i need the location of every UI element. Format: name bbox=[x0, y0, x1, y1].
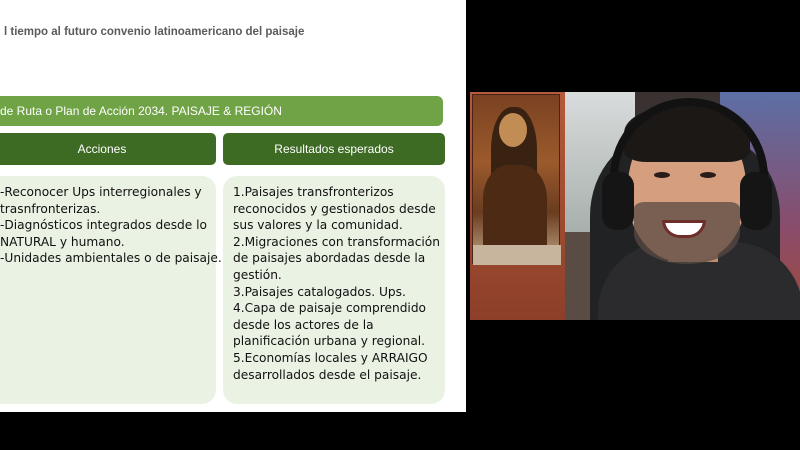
acciones-line: NATURAL y humano. bbox=[0, 234, 125, 249]
acciones-line: trasnfronterizas. bbox=[0, 201, 101, 216]
participant-video-tile[interactable] bbox=[470, 92, 800, 320]
slide-banner: de Ruta o Plan de Acción 2034. PAISAJE & REGIÓN bbox=[0, 96, 443, 126]
resultados-line: 5.Economías locales y ARRAIGO bbox=[233, 350, 428, 365]
resultados-line: desarrollados desde el paisaje. bbox=[233, 367, 422, 382]
resultados-line: 4.Capa de paisaje comprendido bbox=[233, 301, 427, 316]
resultados-content bbox=[223, 176, 445, 404]
resultados-line: 1.Paisajes transfronterizos bbox=[233, 185, 394, 199]
resultados-line: desde los actores de la bbox=[233, 317, 374, 332]
mona-lisa-poster bbox=[472, 94, 560, 264]
slide-title: l tiempo al futuro convenio latinoamericano del paisaje bbox=[4, 26, 305, 38]
acciones-line: -Diagnósticos integrados desde lo bbox=[0, 218, 208, 233]
resultados-line: 2.Migraciones con transformación bbox=[233, 234, 440, 249]
acciones-line: -Reconocer Ups interregionales y bbox=[0, 185, 202, 199]
resultados-line: reconocidos y gestionados desde bbox=[233, 201, 436, 216]
resultados-line: planificación urbana y regional. bbox=[233, 334, 426, 349]
resultados-header: Resultados esperados bbox=[223, 133, 445, 165]
participant bbox=[588, 92, 800, 320]
resultados-line: de paisajes abordadas desde la bbox=[233, 251, 426, 266]
resultados-line: 3.Paisajes catalogados. Ups. bbox=[233, 284, 406, 299]
acciones-line: -Unidades ambientales o de paisaje. bbox=[0, 251, 222, 266]
resultados-line: sus valores y la comunidad. bbox=[233, 218, 403, 233]
acciones-content bbox=[0, 176, 222, 404]
resultados-line: gestión. bbox=[233, 267, 282, 282]
acciones-header: Acciones bbox=[0, 133, 216, 165]
